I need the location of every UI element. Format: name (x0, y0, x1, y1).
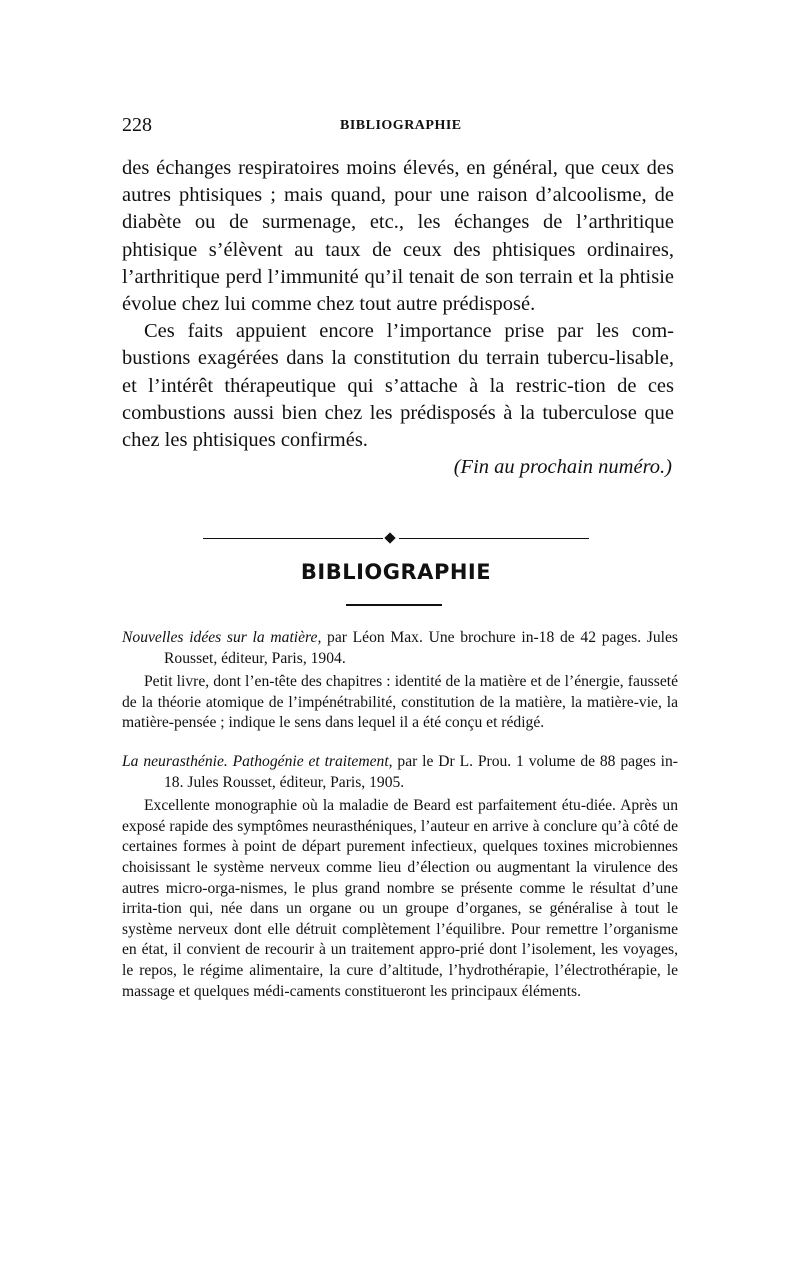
article-paragraph: des échanges respiratoires moins élevés, en général, que ceux des autres phtisiques ; mais quand, pour une raison d’alcoolisme, de diabète ou de surmenage, etc., les échanges de l’arthritique phtisique s’élèvent au taux de ceux des phtisiques ordinaires, l’arthritique perd l’immunité qu’il tenait de son terrain et la phtisie évolue chez lui comme chez tout autre prédisposé. (122, 157, 674, 316)
entry-summary: Excellente monographie où la maladie de Beard est parfaitement étu-diée. Après un exposé rapide des symptômes neurasthéniques, l’auteur en arrive à conclure qu’à côté de certaines formes à point de départ purement infectieux, quelques toxines microbiennes choisissant le système nerveux comme lieu d’élection ou augmentant la virulence des autres micro-orga-nismes, le plus grand nombre se présente comme le résultat d’une irrita-tion qui, née dans un organe ou un groupe d’organes, se généralise à tout le système nerveux dont elle détruit complètement l’équilibre. Pour remettre l’organisme en état, il convient de recourir à un traitement appro-prié dont l’isolement, les voyages, le repos, le régime alimentaire, la cure d’altitude, l’hydrothérapie, l’électrothérapie, le massage et quelques médi-caments constitueront les principaux éléments. (122, 797, 678, 1000)
entry-title: Nouvelles idées sur la matière, (122, 629, 322, 646)
entry-summary: Petit livre, dont l’en-tête des chapitres : identité de la matière et de l’énergie, fausseté de la théorie atomique de l’impénétrabilité, constitution de la matière, la matière-vie, la matière-pensée ; indique le sens dans lequel il a été conçu et rédigé. (122, 673, 678, 732)
bibliography-entry (122, 628, 678, 734)
separator-ornament (384, 532, 395, 543)
article-body (122, 155, 674, 481)
section-separator (203, 534, 589, 544)
title-underline (346, 604, 442, 606)
entry-citation: par le Dr L. Prou. 1 volume de 88 pages in-18. Jules Rousset, éditeur, Paris, 1905. (164, 753, 678, 791)
separator-line (399, 538, 589, 539)
entry-reference (122, 628, 678, 669)
entry-reference (122, 752, 678, 793)
continuation-note: (Fin au prochain numéro.) (453, 456, 672, 479)
page-number: 228 (122, 114, 152, 136)
bibliography-entry (122, 752, 678, 1002)
entry-citation: par Léon Max. Une brochure in-18 de 42 pages. Jules Rousset, éditeur, Paris, 1904. (164, 629, 678, 667)
entry-title: La neurasthénie. Pathogénie et traitement, (122, 753, 393, 770)
page-header (122, 114, 674, 144)
article-paragraph: Ces faits appuient encore l’importance prise par les com-bustions exagérées dans la constitution du terrain tubercu-lisable, et l’intérêt thérapeutique qui s’attache à la restric-tion de ces combustions aussi bien chez les prédisposés à la tuberculose que chez les phtisiques confirmés. (122, 320, 674, 452)
running-title: BIBLIOGRAPHIE (340, 118, 462, 133)
section-title: BIBLIOGRAPHIE (300, 560, 492, 584)
separator-line (203, 538, 383, 539)
